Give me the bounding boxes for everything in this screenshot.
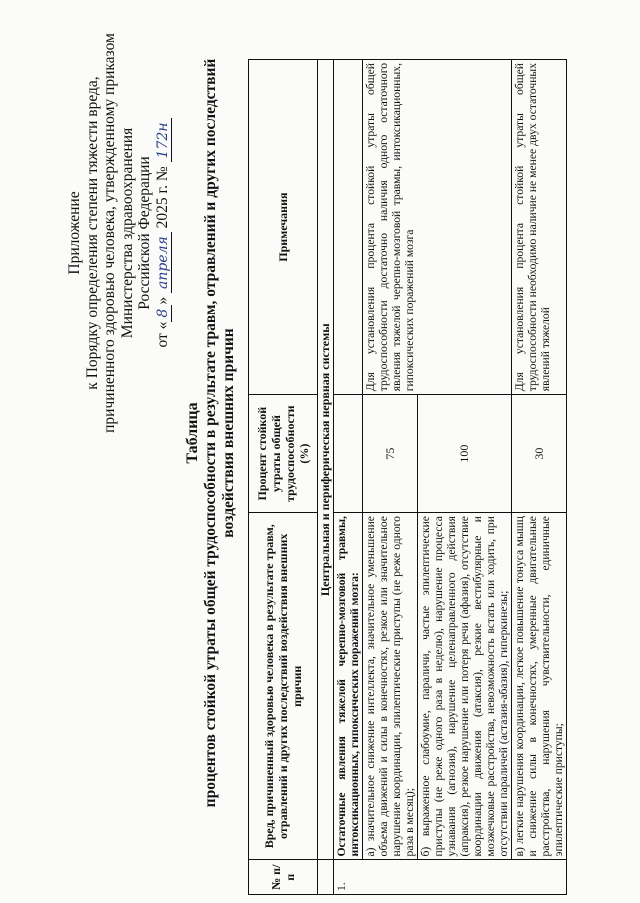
document-title (184, 43, 238, 823)
title-line-1: процентов стойкой утраты общей трудоспособности в результате травм, отравлений и других последствий (202, 58, 219, 808)
category-note-cell (334, 60, 363, 395)
appendix-line: причиненного здоровью человека, утвержденному приказом (101, 33, 118, 433)
row-description: а) значительное снижение интеллекта, значительное уменьшение объема движений и силы в конечностях, резкое или значительное нарушение координации, эпилептические приступы (не реже одного раза в месяц); (363, 513, 418, 860)
title-main: Таблица (184, 402, 201, 464)
category-percent-cell (334, 395, 363, 513)
date-prefix: от « (153, 321, 171, 348)
table-row (512, 60, 567, 895)
header-num: № п/п (249, 860, 318, 895)
title-line-2: воздействия внешних причин (220, 328, 237, 538)
date-day-handwritten: 8 (155, 305, 172, 322)
row-note: Для установления процента стойкой утраты общей трудоспособности необходимо наличие не менее двух остаточных явлений тяжелой (512, 60, 567, 395)
order-number-handwritten: 172н (155, 118, 172, 162)
category-row (334, 60, 363, 895)
category-num: 1. (334, 860, 567, 895)
row-description: б) выраженное слабоумие, параличи, частые эпилептические приступы (не реже одного раза в неделю), нарушение процесса узнавания (агнозия), нарушение целенаправленного действия (апраксия), резкое нарушение или потеря речи (афазия), отсутствие координации движения (атаксия), резкие вестибулярные и мозжечковые расстройства, невозможность встать или ходить, при отсутствии параличей (астазия-абазия), гиперкинезы; (418, 513, 512, 860)
section-row (318, 60, 334, 895)
table-header-row (249, 60, 318, 895)
row-percent: 100 (418, 395, 512, 513)
order-date-line (154, 23, 173, 443)
appendix-line: Российской Федерации (136, 156, 153, 310)
appendix-line: Министерства здравоохранения (118, 127, 136, 339)
appendix-line: Приложение (66, 191, 83, 275)
section-num-cell (318, 860, 334, 895)
header-description: Вред, причиненный здоровью человека в результате травм, отравлений и других последствий воздействия внешних причин (249, 513, 318, 860)
table-row (363, 60, 418, 895)
appendix-line: к Порядку определения степени тяжести вреда, (83, 76, 101, 390)
date-year: 2025 г. № (153, 166, 171, 229)
header-percent: Процент стойкой утраты общей трудоспособности (%) (249, 395, 318, 513)
row-note: Для установления процента стойкой утраты общей трудоспособности достаточно наличия одного остаточного явления тяжелой черепно-мозговой травмы, интоксикационных, гипоксических поражений мозга (363, 60, 512, 395)
header-notes: Примечания (249, 60, 318, 395)
disability-percent-table (248, 59, 567, 895)
section-title: Центральная и периферическая нервная системы (318, 60, 334, 860)
row-percent: 30 (512, 395, 567, 513)
date-month-handwritten: апреля (155, 232, 172, 293)
row-description: в) легкие нарушения координации, легкое повышение тонуса мышц и снижение силы в конечностях, умеренные двигательные расстройства, нарушения чувствительности, единичные эпилептические приступы; (512, 513, 567, 860)
row-percent: 75 (363, 395, 418, 513)
category-description: Остаточные явления тяжелой черепно-мозговой травмы, интоксикационных, гипоксических поражений мозга: (334, 513, 363, 860)
appendix-header (66, 23, 172, 443)
table-container (248, 55, 567, 895)
date-mid: » (153, 296, 171, 305)
